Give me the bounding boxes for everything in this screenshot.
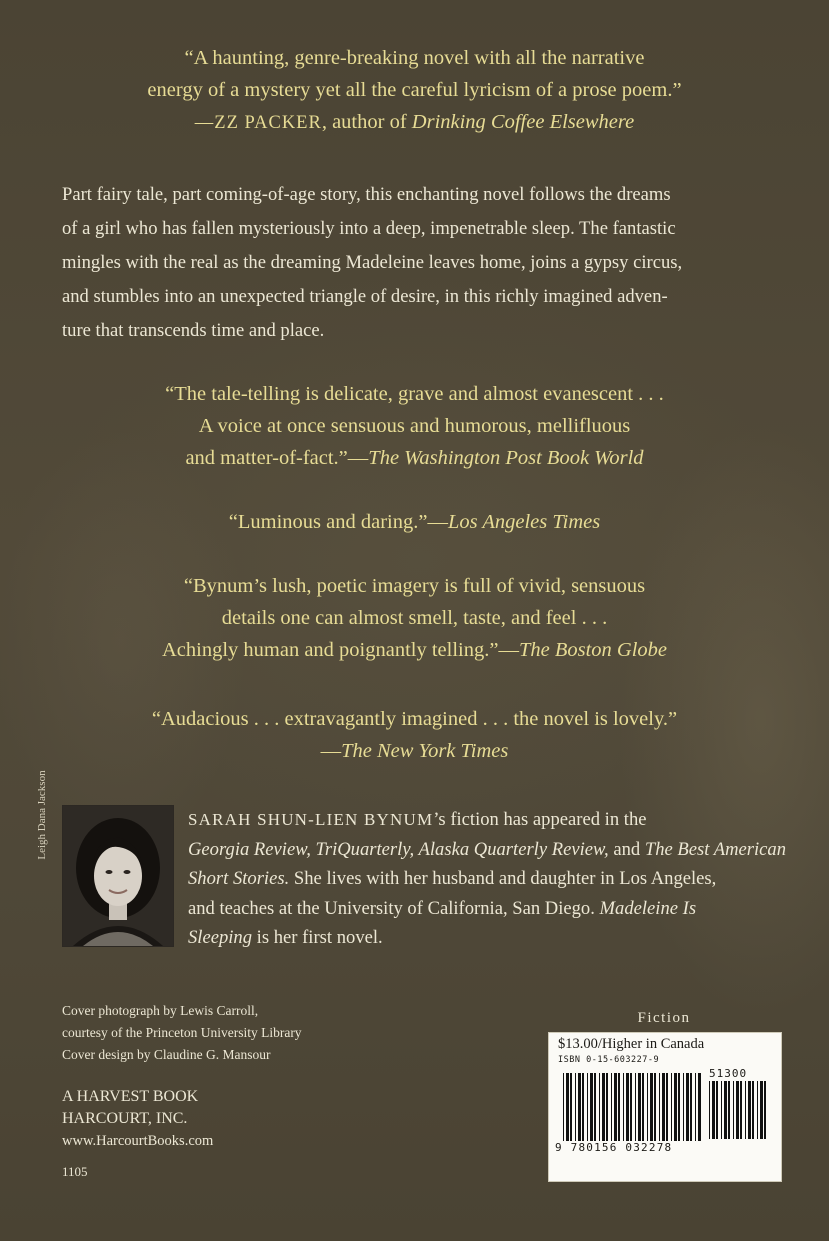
barcode-bar (606, 1073, 608, 1141)
author-bio (188, 805, 798, 953)
quote-attribution (0, 106, 829, 139)
barcode-bar (602, 1073, 605, 1141)
barcode-bar (671, 1073, 672, 1141)
barcode-bar (695, 1073, 696, 1141)
quote-line: “Audacious . . . extravagantly imagined . . . the novel is lovely.” (151, 708, 678, 730)
quote-boston-globe (0, 570, 829, 666)
quote-line: “The tale-telling is delicate, grave and almost evanescent . . . (165, 383, 664, 405)
quote-source: The Boston Globe (518, 639, 668, 661)
bio-text: ’s fiction has appeared in the (433, 809, 647, 830)
barcode-bar (578, 1073, 581, 1141)
quote-la-times (0, 506, 829, 538)
barcode-bar (698, 1073, 701, 1141)
quote-text: and matter-of-fact.”— (185, 447, 369, 469)
quote-line: energy of a mystery yet all the careful lyricism of a prose poem.” (147, 79, 682, 101)
barcode-bar (733, 1081, 734, 1139)
quote-line (0, 735, 829, 767)
bio-line (188, 923, 798, 953)
barcode-bar (647, 1073, 648, 1141)
barcode-bar (582, 1073, 584, 1141)
bio-publication: The Best American (644, 838, 787, 860)
bio-publication: Georgia Review, TriQuarterly, Alaska Quarterly Review, (188, 838, 609, 860)
publisher-url: www.HarcourtBooks.com (62, 1133, 214, 1149)
quote-text: Achingly human and poignantly telling.”— (161, 639, 519, 661)
category-label: Fiction (637, 1010, 691, 1026)
barcode-bar (690, 1073, 692, 1141)
barcode-bar (638, 1073, 641, 1141)
bio-line (188, 805, 798, 835)
barcode-bar (618, 1073, 620, 1141)
barcode-bar (575, 1073, 576, 1141)
barcode-bar (611, 1073, 612, 1141)
barcode-bar (570, 1073, 572, 1141)
barcode-bar (587, 1073, 588, 1141)
barcode-bar (650, 1073, 653, 1141)
barcode-bar (635, 1073, 636, 1141)
quote-source: The Washington Post Book World (368, 447, 644, 469)
barcode-bar (728, 1081, 730, 1139)
quote-line (0, 634, 829, 666)
barcode-bar (666, 1073, 668, 1141)
bio-book-title: Madeleine Is (599, 897, 697, 919)
credit-line: Cover photograph by Lewis Carroll, (62, 1003, 259, 1018)
barcode-bar (674, 1073, 677, 1141)
bio-line (188, 894, 798, 924)
ean-digits: 9 780156 032278 (555, 1141, 673, 1154)
barcode-bar (659, 1073, 660, 1141)
barcode-bar (590, 1073, 593, 1141)
barcode-bar (764, 1081, 766, 1139)
barcode-bar (745, 1081, 746, 1139)
barcode-bar (614, 1073, 617, 1141)
cover-credits (62, 1000, 302, 1066)
barcode-bar (736, 1081, 739, 1139)
barcode-bar (683, 1073, 684, 1141)
barcode-bar (724, 1081, 727, 1139)
description-line: of a girl who has fallen mysteriously into a deep, impenetrable sleep. The fantastic (62, 218, 676, 239)
barcode-bar (654, 1073, 656, 1141)
description-line: and stumbles into an unexpected triangle of desire, in this richly imagined adven- (62, 286, 668, 307)
credit-line: courtesy of the Princeton University Library (62, 1025, 302, 1040)
barcode-bar (709, 1081, 710, 1139)
description-line: ture that transcends time and place. (62, 320, 325, 341)
barcode-bar (712, 1081, 715, 1139)
barcode-bar (748, 1081, 751, 1139)
quote-dash: — (320, 740, 342, 762)
photo-credit: Leigh Dana Jackson (36, 770, 48, 860)
author-photo (62, 805, 174, 947)
publisher-imprint: A HARVEST BOOK (62, 1088, 199, 1105)
supplement-barcode (709, 1081, 771, 1141)
author-portrait-image (63, 806, 173, 946)
barcode-bar (760, 1081, 763, 1139)
quote-source: Los Angeles Times (447, 511, 601, 533)
quote-line (0, 506, 829, 538)
print-code: 1105 (62, 1164, 88, 1179)
quote-packer (0, 42, 829, 139)
publisher-info (62, 1086, 213, 1152)
attribution-work: Drinking Coffee Elsewhere (411, 111, 635, 133)
quote-source: The New York Times (341, 740, 509, 762)
barcode-bar (662, 1073, 665, 1141)
barcode-bar (566, 1073, 569, 1141)
bio-text: is her first novel. (252, 927, 383, 948)
quote-line: “Bynum’s lush, poetic imagery is full of vivid, sensuous (183, 575, 646, 597)
quote-line: A voice at once sensuous and humorous, mellifluous (198, 415, 631, 437)
book-description (62, 178, 782, 348)
bio-line (188, 835, 798, 865)
barcode-bar (563, 1073, 564, 1141)
description-line: mingles with the real as the dreaming Madeleine leaves home, joins a gypsy circus, (62, 252, 683, 273)
quote-text: “Luminous and daring.”— (228, 511, 448, 533)
credit-line: Cover design by Claudine G. Mansour (62, 1047, 271, 1062)
quote-line: details one can almost smell, taste, and feel . . . (221, 607, 608, 629)
quote-ny-times (0, 703, 829, 767)
barcode-bar (630, 1073, 632, 1141)
barcode-bar (757, 1081, 758, 1139)
supplement-code: 51300 (709, 1067, 748, 1080)
description-line: Part fairy tale, part coming-of-age story, this enchanting novel follows the dreams (62, 184, 671, 205)
barcode-panel (548, 1032, 782, 1182)
attribution-name: —ZZ PACKER (194, 113, 322, 133)
barcode-bar (686, 1073, 689, 1141)
barcode-bar (594, 1073, 596, 1141)
barcode-bar (599, 1073, 600, 1141)
publisher-name: HARCOURT, INC. (62, 1110, 188, 1127)
ean-barcode (563, 1073, 703, 1143)
barcode-bar (642, 1073, 644, 1141)
bio-line (188, 864, 798, 894)
author-name: SARAH SHUN-LIEN BYNUM (188, 810, 434, 829)
bio-book-title: Sleeping (188, 927, 253, 948)
isbn-label: ISBN 0-15-603227-9 (558, 1055, 660, 1065)
attribution-mid: , author of (321, 111, 412, 133)
bio-text: and teaches at the University of California, San Diego. (188, 897, 600, 919)
barcode-bar (623, 1073, 624, 1141)
quote-line (0, 442, 829, 474)
barcode-bar (752, 1081, 754, 1139)
bio-text: She lives with her husband and daughter in Los Angeles, (289, 868, 717, 889)
bio-publication: Short Stories. (188, 868, 290, 889)
barcode-bar (721, 1081, 722, 1139)
quote-washington-post (0, 378, 829, 474)
quote-line: “A haunting, genre-breaking novel with all the narrative (184, 47, 645, 69)
bio-text: and (608, 838, 645, 860)
barcode-bar (678, 1073, 680, 1141)
barcode-bar (740, 1081, 742, 1139)
barcode-bar (626, 1073, 629, 1141)
price-label: $13.00/Higher in Canada (558, 1036, 705, 1052)
barcode-bar (716, 1081, 718, 1139)
